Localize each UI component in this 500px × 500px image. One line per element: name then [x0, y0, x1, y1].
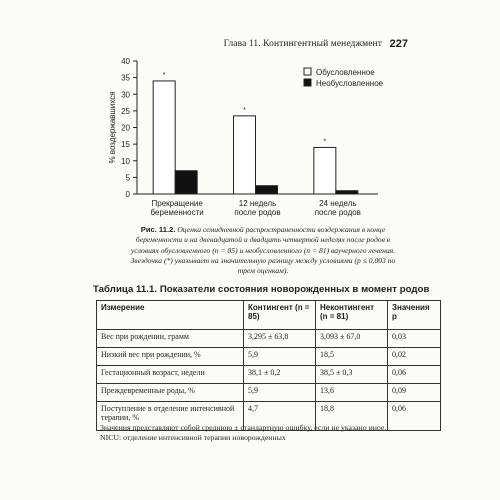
y-tick-label: 15 [121, 140, 130, 150]
table-note: Значения представляют собой среднюю ± стандартную ошибку, если не указано иное. NICU: отделение интенсивной терапии новорожденных [100, 423, 387, 442]
table-cell: Низкий вес при рождении, % [97, 348, 244, 366]
x-category-label: 24 недель [319, 199, 357, 208]
figure-caption [122, 225, 404, 276]
y-tick-label: 25 [121, 106, 130, 116]
table-row [97, 384, 441, 402]
table-cell: 0,09 [388, 384, 441, 402]
bar-chart [0, 0, 500, 230]
x-category-label: Прекращение [151, 199, 203, 208]
y-tick-label: 10 [121, 156, 130, 166]
y-tick-label: 0 [125, 190, 130, 199]
x-category-label: 12 недель [238, 199, 277, 208]
table-header-row [97, 301, 441, 330]
legend-label: Обусловленное [316, 68, 375, 77]
table-title: Таблица 11.1. Показатели состояния новорожденных в момент родов [93, 284, 430, 295]
table-cell: Гестационный возраст, недели [97, 366, 244, 384]
table-cell: Преждевременные роды, % [97, 384, 244, 402]
table-cell: 38,1 ± 0,2 [244, 366, 316, 384]
significance-marker: * [243, 106, 246, 114]
table-cell: 5,9 [244, 348, 316, 366]
legend-label: Необусловленное [316, 79, 384, 88]
table-cell: 13,6 [316, 384, 388, 402]
x-category-label: после родов [314, 208, 361, 217]
bar-unconditioned [256, 186, 278, 194]
table-cell: 3,295 ± 63,8 [244, 330, 316, 348]
chapter-title: Глава 11. Контингентный менеджмент [223, 39, 382, 49]
table-cell: 18,5 [316, 348, 388, 366]
table-row [97, 366, 441, 384]
y-tick-label: 20 [121, 123, 130, 133]
col-header-p: Значения p [388, 301, 441, 330]
col-header-contingent: Контингент (n = 85) [244, 301, 316, 330]
bar-unconditioned [336, 191, 358, 194]
y-axis-label: % воздержавшихся [108, 91, 117, 164]
table-row [97, 330, 441, 348]
figure-label: Рис. 11.2. [140, 225, 176, 234]
col-header-measure: Измерение [97, 301, 244, 330]
table-cell: 0,02 [388, 348, 441, 366]
table-cell: 4,7 [244, 402, 316, 431]
page-number: 227 [389, 38, 408, 50]
x-category-label: после родов [234, 208, 281, 217]
bar-unconditioned [175, 171, 197, 194]
table-cell: 3,093 ± 67,0 [316, 330, 388, 348]
legend-swatch [304, 79, 311, 86]
table-cell: 18,8 [316, 402, 388, 431]
legend-swatch [304, 68, 311, 75]
table-cell: Вес при рождении, грамм [97, 330, 244, 348]
col-header-noncontingent: Неконтингент (n = 81) [316, 301, 388, 330]
table-cell: 5,9 [244, 384, 316, 402]
figure-caption-text: Оценка семидневной распространенности воздержания в конце беременности и на двенадцатой и двадцать четвертой неделях после родов в условиях обусловленного (n = 85) и необусловленного (n = 81) ваучерного лечения. Звездочка (*) указывает на значительную разницу между условиями (p ≤ 0,003 по трем оценкам). [130, 225, 396, 276]
bar-conditioned [314, 147, 336, 194]
y-tick-label: 30 [121, 90, 130, 100]
table-row [97, 348, 441, 366]
significance-marker: * [323, 138, 327, 146]
bar-conditioned [153, 81, 175, 194]
data-table [96, 300, 441, 431]
table-cell: 38,5 ± 0,3 [316, 366, 388, 384]
table-cell: Поступление в отделение интенсивной терапии, % [97, 402, 244, 431]
table-cell: 0,06 [388, 402, 441, 431]
significance-marker: * [162, 71, 166, 79]
y-tick-label: 35 [121, 73, 130, 83]
table-cell: 0,03 [388, 330, 441, 348]
x-category-label: беременности [150, 208, 204, 217]
table-cell: 0,06 [388, 366, 441, 384]
y-tick-label: 40 [121, 57, 130, 66]
bar-conditioned [234, 116, 256, 194]
y-tick-label: 5 [125, 173, 130, 183]
